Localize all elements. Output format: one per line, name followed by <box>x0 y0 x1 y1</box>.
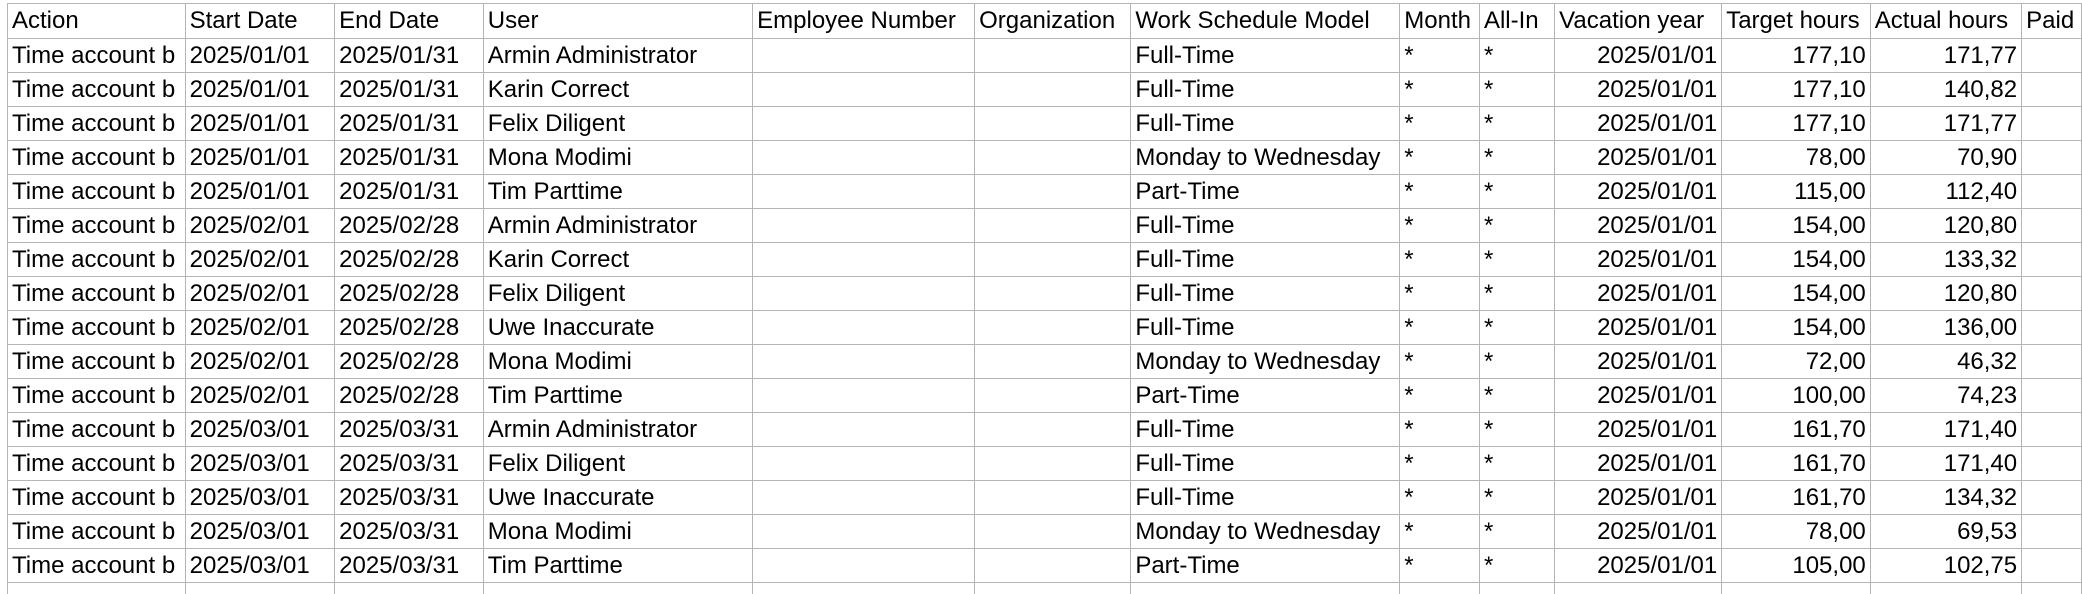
table-row[interactable] <box>8 73 2082 107</box>
cell-user[interactable]: Armin Administrator <box>483 413 752 447</box>
cell-action[interactable]: Time account b <box>8 73 186 107</box>
cell-end-date[interactable]: 2025/02/28 <box>335 209 484 243</box>
cell-action[interactable]: Time account b <box>8 39 186 73</box>
cell-user[interactable]: Karin Correct <box>483 243 752 277</box>
cell-actual-hours[interactable]: 69,53 <box>1870 515 2021 549</box>
cell-user[interactable]: Uwe Inaccurate <box>483 311 752 345</box>
column-header-user[interactable]: User <box>483 4 752 39</box>
cell-user[interactable]: Felix Diligent <box>483 277 752 311</box>
column-header-vacation-year[interactable]: Vacation year <box>1555 4 1722 39</box>
cell-actual-hours[interactable]: 171,40 <box>1870 447 2021 481</box>
cell-action[interactable]: Time account b <box>8 413 186 447</box>
cell-all-in[interactable]: * <box>1479 141 1554 175</box>
cell-actual-hours[interactable]: 134,32 <box>1870 481 2021 515</box>
cell-month[interactable]: * <box>1400 175 1480 209</box>
cell-paid[interactable] <box>2022 447 2082 481</box>
cell-employee-number[interactable] <box>753 73 975 107</box>
cell-actual-hours[interactable]: 120,80 <box>1870 209 2021 243</box>
cell-employee-number[interactable] <box>753 39 975 73</box>
cell-all-in[interactable]: * <box>1479 311 1554 345</box>
cell-all-in[interactable]: * <box>1479 447 1554 481</box>
cell-user[interactable]: Uwe Inaccurate <box>483 481 752 515</box>
column-header-paid[interactable]: Paid <box>2022 4 2082 39</box>
cell-vacation-year[interactable]: 2025/01/01 <box>1555 175 1722 209</box>
cell-end-date[interactable]: 2025/03/31 <box>335 549 484 583</box>
cell-start-date[interactable]: 2025/02/01 <box>185 345 335 379</box>
cell-paid[interactable] <box>2022 39 2082 73</box>
cell-all-in[interactable]: * <box>1479 243 1554 277</box>
cell-target-hours[interactable]: 100,00 <box>1722 379 1871 413</box>
cell-end-date[interactable]: 2025/01/31 <box>335 73 484 107</box>
cell-month[interactable]: * <box>1400 39 1480 73</box>
cell-all-in[interactable]: * <box>1479 481 1554 515</box>
column-header-end-date[interactable]: End Date <box>335 4 484 39</box>
cell-vacation-year[interactable]: 2025/01/01 <box>1555 73 1722 107</box>
column-header-organization[interactable]: Organization <box>975 4 1131 39</box>
cell-month[interactable]: * <box>1400 379 1480 413</box>
cell-vacation-year[interactable]: 2025/01/01 <box>1555 515 1722 549</box>
cell-action[interactable]: Time account b <box>8 345 186 379</box>
cell-work-schedule-model[interactable]: Full-Time <box>1131 447 1400 481</box>
cell-actual-hours[interactable]: 136,00 <box>1870 311 2021 345</box>
column-header-work-schedule-model[interactable]: Work Schedule Model <box>1131 4 1400 39</box>
cell-actual-hours[interactable]: 112,40 <box>1870 175 2021 209</box>
cell-paid[interactable] <box>2022 311 2082 345</box>
cell-organization[interactable] <box>975 447 1131 481</box>
cell-all-in[interactable]: * <box>1479 345 1554 379</box>
cell-empty[interactable] <box>1479 583 1554 594</box>
cell-vacation-year[interactable]: 2025/01/01 <box>1555 447 1722 481</box>
cell-end-date[interactable]: 2025/03/31 <box>335 515 484 549</box>
cell-paid[interactable] <box>2022 277 2082 311</box>
table-row[interactable] <box>8 549 2082 583</box>
cell-month[interactable]: * <box>1400 311 1480 345</box>
cell-vacation-year[interactable]: 2025/01/01 <box>1555 107 1722 141</box>
cell-work-schedule-model[interactable]: Full-Time <box>1131 481 1400 515</box>
cell-work-schedule-model[interactable]: Full-Time <box>1131 73 1400 107</box>
cell-employee-number[interactable] <box>753 141 975 175</box>
cell-empty[interactable] <box>1400 583 1480 594</box>
cell-end-date[interactable]: 2025/03/31 <box>335 447 484 481</box>
cell-vacation-year[interactable]: 2025/01/01 <box>1555 277 1722 311</box>
cell-month[interactable]: * <box>1400 413 1480 447</box>
cell-start-date[interactable]: 2025/03/01 <box>185 515 335 549</box>
cell-user[interactable]: Mona Modimi <box>483 515 752 549</box>
cell-vacation-year[interactable]: 2025/01/01 <box>1555 141 1722 175</box>
cell-work-schedule-model[interactable]: Full-Time <box>1131 243 1400 277</box>
cell-action[interactable]: Time account b <box>8 107 186 141</box>
cell-organization[interactable] <box>975 39 1131 73</box>
cell-action[interactable]: Time account b <box>8 481 186 515</box>
cell-start-date[interactable]: 2025/02/01 <box>185 243 335 277</box>
cell-actual-hours[interactable]: 46,32 <box>1870 345 2021 379</box>
cell-start-date[interactable]: 2025/01/01 <box>185 39 335 73</box>
cell-user[interactable]: Mona Modimi <box>483 141 752 175</box>
cell-organization[interactable] <box>975 515 1131 549</box>
cell-target-hours[interactable]: 72,00 <box>1722 345 1871 379</box>
cell-month[interactable]: * <box>1400 447 1480 481</box>
cell-organization[interactable] <box>975 379 1131 413</box>
cell-empty[interactable] <box>2022 583 2082 594</box>
cell-actual-hours[interactable]: 171,77 <box>1870 39 2021 73</box>
cell-organization[interactable] <box>975 141 1131 175</box>
cell-target-hours[interactable]: 78,00 <box>1722 515 1871 549</box>
column-header-all-in[interactable]: All-In <box>1479 4 1554 39</box>
cell-target-hours[interactable]: 154,00 <box>1722 311 1871 345</box>
cell-empty[interactable] <box>1722 583 1871 594</box>
column-header-employee-number[interactable]: Employee Number <box>753 4 975 39</box>
cell-end-date[interactable]: 2025/01/31 <box>335 107 484 141</box>
table-row[interactable] <box>8 311 2082 345</box>
cell-start-date[interactable]: 2025/01/01 <box>185 73 335 107</box>
cell-action[interactable]: Time account b <box>8 379 186 413</box>
cell-empty[interactable] <box>1131 583 1400 594</box>
cell-action[interactable]: Time account b <box>8 447 186 481</box>
cell-target-hours[interactable]: 177,10 <box>1722 73 1871 107</box>
cell-action[interactable]: Time account b <box>8 515 186 549</box>
table-row[interactable] <box>8 413 2082 447</box>
cell-work-schedule-model[interactable]: Monday to Wednesday <box>1131 515 1400 549</box>
cell-employee-number[interactable] <box>753 515 975 549</box>
cell-start-date[interactable]: 2025/02/01 <box>185 209 335 243</box>
cell-all-in[interactable]: * <box>1479 73 1554 107</box>
cell-target-hours[interactable]: 161,70 <box>1722 413 1871 447</box>
table-row[interactable] <box>8 515 2082 549</box>
cell-organization[interactable] <box>975 277 1131 311</box>
cell-end-date[interactable]: 2025/02/28 <box>335 277 484 311</box>
cell-month[interactable]: * <box>1400 277 1480 311</box>
cell-target-hours[interactable]: 115,00 <box>1722 175 1871 209</box>
cell-actual-hours[interactable]: 140,82 <box>1870 73 2021 107</box>
cell-employee-number[interactable] <box>753 447 975 481</box>
cell-paid[interactable] <box>2022 345 2082 379</box>
cell-target-hours[interactable]: 177,10 <box>1722 39 1871 73</box>
table-row[interactable] <box>8 277 2082 311</box>
cell-empty[interactable] <box>1555 583 1722 594</box>
cell-start-date[interactable]: 2025/02/01 <box>185 379 335 413</box>
cell-user[interactable]: Armin Administrator <box>483 39 752 73</box>
cell-organization[interactable] <box>975 73 1131 107</box>
table-row[interactable] <box>8 141 2082 175</box>
cell-employee-number[interactable] <box>753 413 975 447</box>
cell-end-date[interactable]: 2025/02/28 <box>335 345 484 379</box>
cell-user[interactable]: Tim Parttime <box>483 379 752 413</box>
cell-start-date[interactable]: 2025/03/01 <box>185 549 335 583</box>
cell-end-date[interactable]: 2025/03/31 <box>335 481 484 515</box>
cell-paid[interactable] <box>2022 379 2082 413</box>
cell-paid[interactable] <box>2022 549 2082 583</box>
cell-action[interactable]: Time account b <box>8 209 186 243</box>
cell-user[interactable]: Tim Parttime <box>483 175 752 209</box>
cell-organization[interactable] <box>975 311 1131 345</box>
cell-organization[interactable] <box>975 243 1131 277</box>
cell-action[interactable]: Time account b <box>8 141 186 175</box>
cell-organization[interactable] <box>975 209 1131 243</box>
cell-actual-hours[interactable]: 171,77 <box>1870 107 2021 141</box>
cell-paid[interactable] <box>2022 243 2082 277</box>
header-row <box>8 4 2082 39</box>
table-row[interactable] <box>8 345 2082 379</box>
cell-target-hours[interactable]: 78,00 <box>1722 141 1871 175</box>
cell-paid[interactable] <box>2022 209 2082 243</box>
cell-actual-hours[interactable]: 102,75 <box>1870 549 2021 583</box>
cell-start-date[interactable]: 2025/02/01 <box>185 311 335 345</box>
cell-all-in[interactable]: * <box>1479 549 1554 583</box>
cell-month[interactable]: * <box>1400 481 1480 515</box>
cell-organization[interactable] <box>975 481 1131 515</box>
column-header-month[interactable]: Month <box>1400 4 1480 39</box>
cell-start-date[interactable]: 2025/01/01 <box>185 141 335 175</box>
table-row[interactable] <box>8 175 2082 209</box>
cell-employee-number[interactable] <box>753 107 975 141</box>
cell-paid[interactable] <box>2022 175 2082 209</box>
cell-all-in[interactable]: * <box>1479 277 1554 311</box>
cell-work-schedule-model[interactable]: Full-Time <box>1131 413 1400 447</box>
cell-start-date[interactable]: 2025/01/01 <box>185 175 335 209</box>
cell-work-schedule-model[interactable]: Full-Time <box>1131 209 1400 243</box>
cell-end-date[interactable]: 2025/01/31 <box>335 175 484 209</box>
cell-vacation-year[interactable]: 2025/01/01 <box>1555 413 1722 447</box>
cell-organization[interactable] <box>975 345 1131 379</box>
cell-end-date[interactable]: 2025/03/31 <box>335 413 484 447</box>
cell-work-schedule-model[interactable]: Part-Time <box>1131 175 1400 209</box>
cell-target-hours[interactable]: 154,00 <box>1722 209 1871 243</box>
cell-work-schedule-model[interactable]: Full-Time <box>1131 107 1400 141</box>
table-row[interactable] <box>8 39 2082 73</box>
cell-work-schedule-model[interactable]: Full-Time <box>1131 277 1400 311</box>
cell-action[interactable]: Time account b <box>8 243 186 277</box>
cell-vacation-year[interactable]: 2025/01/01 <box>1555 481 1722 515</box>
cell-end-date[interactable]: 2025/01/31 <box>335 39 484 73</box>
report-table <box>7 3 2082 594</box>
cell-target-hours[interactable]: 161,70 <box>1722 481 1871 515</box>
cell-vacation-year[interactable]: 2025/01/01 <box>1555 39 1722 73</box>
cell-actual-hours[interactable]: 74,23 <box>1870 379 2021 413</box>
cell-empty[interactable] <box>335 583 484 594</box>
cell-month[interactable]: * <box>1400 549 1480 583</box>
cell-month[interactable]: * <box>1400 73 1480 107</box>
cell-work-schedule-model[interactable]: Part-Time <box>1131 379 1400 413</box>
cell-empty[interactable] <box>975 583 1131 594</box>
cell-paid[interactable] <box>2022 141 2082 175</box>
cell-all-in[interactable]: * <box>1479 209 1554 243</box>
cell-vacation-year[interactable]: 2025/01/01 <box>1555 345 1722 379</box>
cell-user[interactable]: Mona Modimi <box>483 345 752 379</box>
cell-vacation-year[interactable]: 2025/01/01 <box>1555 209 1722 243</box>
cell-end-date[interactable]: 2025/02/28 <box>335 311 484 345</box>
cell-paid[interactable] <box>2022 73 2082 107</box>
cell-actual-hours[interactable]: 171,40 <box>1870 413 2021 447</box>
column-header-action[interactable]: Action <box>8 4 186 39</box>
cell-target-hours[interactable]: 161,70 <box>1722 447 1871 481</box>
cell-target-hours[interactable]: 154,00 <box>1722 243 1871 277</box>
cell-vacation-year[interactable]: 2025/01/01 <box>1555 379 1722 413</box>
table-row[interactable] <box>8 379 2082 413</box>
cell-target-hours[interactable]: 105,00 <box>1722 549 1871 583</box>
cell-user[interactable]: Tim Parttime <box>483 549 752 583</box>
table-row[interactable] <box>8 447 2082 481</box>
cell-work-schedule-model[interactable]: Monday to Wednesday <box>1131 345 1400 379</box>
cell-paid[interactable] <box>2022 515 2082 549</box>
cell-action[interactable]: Time account b <box>8 549 186 583</box>
cell-action[interactable]: Time account b <box>8 175 186 209</box>
cell-work-schedule-model[interactable]: Full-Time <box>1131 311 1400 345</box>
cell-actual-hours[interactable]: 70,90 <box>1870 141 2021 175</box>
cell-vacation-year[interactable]: 2025/01/01 <box>1555 243 1722 277</box>
cell-work-schedule-model[interactable]: Full-Time <box>1131 39 1400 73</box>
cell-organization[interactable] <box>975 549 1131 583</box>
cell-start-date[interactable]: 2025/01/01 <box>185 107 335 141</box>
cell-organization[interactable] <box>975 107 1131 141</box>
cell-empty[interactable] <box>185 583 335 594</box>
cell-user[interactable]: Felix Diligent <box>483 447 752 481</box>
cell-paid[interactable] <box>2022 413 2082 447</box>
cell-all-in[interactable]: * <box>1479 39 1554 73</box>
cell-action[interactable]: Time account b <box>8 311 186 345</box>
cell-employee-number[interactable] <box>753 277 975 311</box>
column-header-target-hours[interactable]: Target hours <box>1722 4 1871 39</box>
cell-all-in[interactable]: * <box>1479 107 1554 141</box>
cell-vacation-year[interactable]: 2025/01/01 <box>1555 549 1722 583</box>
empty-row[interactable] <box>8 583 2082 594</box>
cell-employee-number[interactable] <box>753 175 975 209</box>
cell-employee-number[interactable] <box>753 345 975 379</box>
cell-empty[interactable] <box>483 583 752 594</box>
cell-month[interactable]: * <box>1400 141 1480 175</box>
cell-paid[interactable] <box>2022 481 2082 515</box>
cell-end-date[interactable]: 2025/02/28 <box>335 379 484 413</box>
cell-month[interactable]: * <box>1400 515 1480 549</box>
cell-target-hours[interactable]: 154,00 <box>1722 277 1871 311</box>
cell-work-schedule-model[interactable]: Monday to Wednesday <box>1131 141 1400 175</box>
column-header-actual-hours[interactable]: Actual hours <box>1870 4 2021 39</box>
cell-all-in[interactable]: * <box>1479 413 1554 447</box>
cell-end-date[interactable]: 2025/02/28 <box>335 243 484 277</box>
cell-empty[interactable] <box>753 583 975 594</box>
cell-start-date[interactable]: 2025/03/01 <box>185 413 335 447</box>
cell-empty[interactable] <box>1870 583 2021 594</box>
table-row[interactable] <box>8 243 2082 277</box>
cell-user[interactable]: Karin Correct <box>483 73 752 107</box>
cell-organization[interactable] <box>975 413 1131 447</box>
cell-month[interactable]: * <box>1400 209 1480 243</box>
column-header-start-date[interactable]: Start Date <box>185 4 335 39</box>
cell-employee-number[interactable] <box>753 481 975 515</box>
cell-organization[interactable] <box>975 175 1131 209</box>
cell-employee-number[interactable] <box>753 209 975 243</box>
cell-empty[interactable] <box>8 583 186 594</box>
cell-all-in[interactable]: * <box>1479 379 1554 413</box>
cell-employee-number[interactable] <box>753 379 975 413</box>
table-row[interactable] <box>8 209 2082 243</box>
cell-start-date[interactable]: 2025/02/01 <box>185 277 335 311</box>
cell-work-schedule-model[interactable]: Part-Time <box>1131 549 1400 583</box>
cell-employee-number[interactable] <box>753 311 975 345</box>
table-row[interactable] <box>8 107 2082 141</box>
cell-all-in[interactable]: * <box>1479 515 1554 549</box>
cell-month[interactable]: * <box>1400 345 1480 379</box>
cell-vacation-year[interactable]: 2025/01/01 <box>1555 311 1722 345</box>
table-row[interactable] <box>8 481 2082 515</box>
cell-employee-number[interactable] <box>753 243 975 277</box>
cell-user[interactable]: Armin Administrator <box>483 209 752 243</box>
cell-user[interactable]: Felix Diligent <box>483 107 752 141</box>
cell-action[interactable]: Time account b <box>8 277 186 311</box>
cell-start-date[interactable]: 2025/03/01 <box>185 481 335 515</box>
cell-all-in[interactable]: * <box>1479 175 1554 209</box>
cell-target-hours[interactable]: 177,10 <box>1722 107 1871 141</box>
cell-actual-hours[interactable]: 120,80 <box>1870 277 2021 311</box>
cell-paid[interactable] <box>2022 107 2082 141</box>
cell-start-date[interactable]: 2025/03/01 <box>185 447 335 481</box>
cell-month[interactable]: * <box>1400 243 1480 277</box>
cell-month[interactable]: * <box>1400 107 1480 141</box>
cell-employee-number[interactable] <box>753 549 975 583</box>
cell-end-date[interactable]: 2025/01/31 <box>335 141 484 175</box>
cell-actual-hours[interactable]: 133,32 <box>1870 243 2021 277</box>
